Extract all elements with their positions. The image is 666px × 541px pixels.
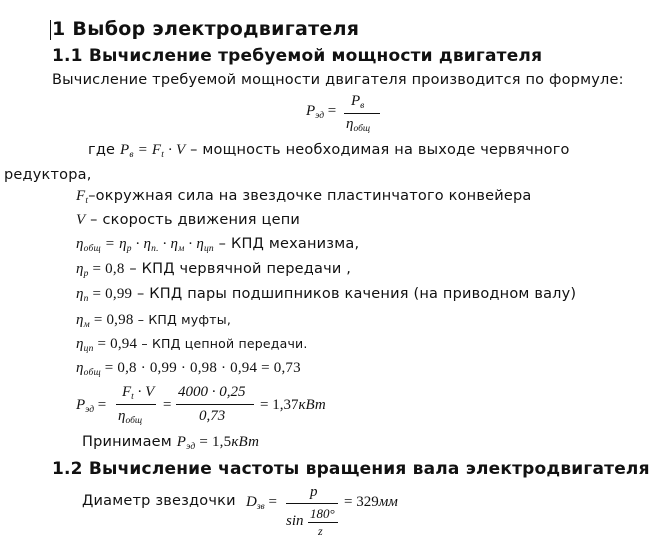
eta-cp-text: – КПД цепной передачи. <box>137 336 308 351</box>
eta-p-sub: п <box>83 294 89 304</box>
eta-part-m: м <box>178 244 185 254</box>
eta-r-sub: р <box>83 269 89 279</box>
eta-p-text: – КПД пары подшипников качения (на приводном валу) <box>132 286 577 302</box>
eta-r-sym: η <box>76 261 84 277</box>
accept-unit: кВт <box>231 434 260 450</box>
where-eq-sub: t <box>161 150 165 160</box>
power-lhs-sub: эд <box>85 405 95 415</box>
formula-main-den: η <box>346 116 354 132</box>
where-lead: где <box>88 142 116 158</box>
sprocket-den-num: 180° <box>310 506 335 521</box>
item-v-text: – скорость движения цепи <box>85 212 301 228</box>
formula-main-num: P <box>351 93 361 109</box>
power-lhs: P <box>76 397 86 413</box>
eta-cp-sub: цп <box>83 344 94 354</box>
item-v-sym: V <box>76 212 86 228</box>
eta-total-calc-sub: общ <box>83 368 101 378</box>
eta-total-calc-val: = 0,8 · 0,99 · 0,98 · 0,94 = 0,73 <box>100 360 301 376</box>
eta-m-val: = 0,98 <box>89 312 134 328</box>
accept-sub: эд <box>186 442 196 452</box>
item-eta-m <box>76 312 231 329</box>
where-eq-tail: · V <box>164 142 186 158</box>
eta-part-r: р <box>126 244 132 254</box>
item-eta-total-def: $\eta_{общ} = \eta_р \cdot \eta_{п.} \cdot \eta_м \cdot \eta_{цп}$ – КПД механизма, <box>76 236 360 254</box>
item-eta-cp <box>76 336 308 353</box>
eta-total-text: – КПД механизма, <box>213 236 360 252</box>
where-formula: P <box>119 142 130 158</box>
item-eta-total-calc <box>76 360 301 377</box>
heading-section-1: 1 Выбор электродвигателя <box>52 18 360 40</box>
sprocket-den-den: z <box>318 524 323 538</box>
power-num1: F <box>122 384 132 400</box>
power-den1-sub: общ <box>125 416 143 426</box>
where-formula-sub: в <box>129 150 134 160</box>
eta-total-sub: общ <box>83 244 101 254</box>
power-den1: η <box>118 408 126 424</box>
eta-m-sub: м <box>83 320 90 330</box>
power-unit: кВт <box>298 397 326 413</box>
eta-m-sym: η <box>76 312 84 328</box>
item-eta-p <box>76 286 576 303</box>
power-den2: 0,73 <box>199 408 226 424</box>
eta-p-sym: η <box>76 286 84 302</box>
item-v <box>76 212 300 229</box>
power-num1-tail: · V <box>133 384 155 400</box>
accept-val: = 1,5 <box>195 434 232 450</box>
eta-part-p: п. <box>151 244 159 254</box>
eta-p-val: = 0,99 <box>88 286 133 302</box>
sprocket-label: Диаметр звездочки <box>82 493 236 509</box>
sprocket-sub: зв <box>256 502 265 512</box>
sprocket-unit: мм <box>378 494 398 510</box>
where-eq: = F <box>133 142 162 158</box>
eta-total-sym: η <box>76 236 84 252</box>
sprocket-sym: D <box>246 494 257 510</box>
accept-line <box>82 434 259 451</box>
sprocket-result: = 329 <box>344 494 379 510</box>
item-ft-text: –окружная сила на звездочке пластинчатого конвейера <box>88 188 532 204</box>
eta-cp-sym: η <box>76 336 84 352</box>
eta-total-rhs: = η <box>100 236 127 252</box>
eta-part-cp: цп <box>203 244 214 254</box>
power-result: = 1,37 <box>260 397 299 413</box>
eta-total-calc-sym: η <box>76 360 84 376</box>
eta-cp-val: = 0,94 <box>93 336 138 352</box>
power-num2: 4000 · 0,25 <box>178 384 246 400</box>
where-desc-continued: редуктора, <box>4 167 92 183</box>
where-desc: – мощность необходимая на выходе червячного <box>185 142 570 158</box>
formula-main-den-sub: общ <box>353 124 371 134</box>
intro-text: Вычисление требуемой мощности двигателя производится по формуле: <box>52 72 624 88</box>
formula-main-num-sub: в <box>360 101 365 111</box>
eta-r-val: = 0,8 <box>88 261 125 277</box>
text-cursor <box>50 20 51 40</box>
heading-section-1-1: 1.1 Вычисление требуемой мощности двигателя <box>52 46 543 66</box>
item-ft <box>76 188 531 205</box>
sprocket-num: p <box>310 484 318 500</box>
where-line <box>88 142 570 159</box>
heading-section-1-2: 1.2 Вычисление частоты вращения вала электродвигателя <box>52 459 650 479</box>
item-eta-r <box>76 261 351 278</box>
accept-sym: P <box>176 434 187 450</box>
eta-r-text: – КПД червячной передачи , <box>124 261 352 277</box>
formula-main-lhs: P <box>306 103 316 119</box>
sprocket-den-func: sin <box>286 513 304 529</box>
item-ft-sub: t <box>85 196 89 206</box>
formula-main-lhs-sub: эд <box>315 111 325 121</box>
accept-label: Принимаем <box>82 434 172 450</box>
power-num1-sub: t <box>131 392 134 402</box>
eta-m-text: – КПД муфты, <box>133 312 231 327</box>
item-ft-sym: F <box>76 188 86 204</box>
